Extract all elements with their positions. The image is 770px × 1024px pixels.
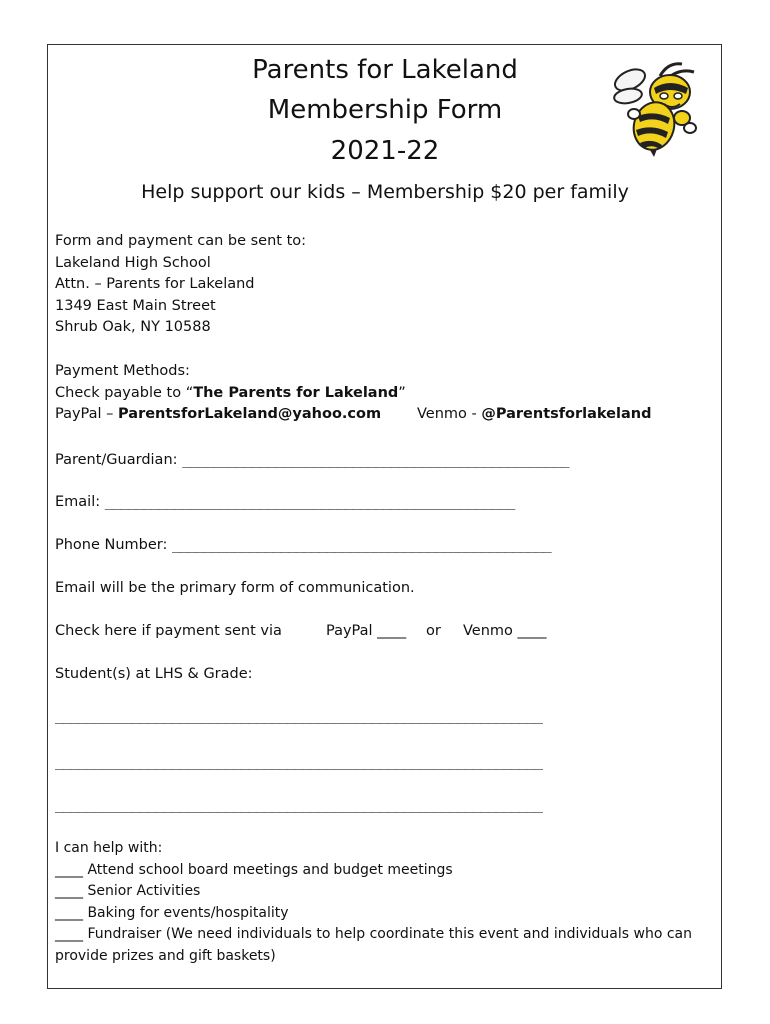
email-blank[interactable]: _____________________________________________________: [104, 494, 515, 510]
or-text: or: [426, 623, 441, 639]
mailing-street: 1349 East Main Street: [55, 297, 216, 314]
check-suffix: ”: [398, 384, 406, 401]
payment-heading: Payment Methods:: [55, 363, 190, 379]
venmo-sent-option[interactable]: Venmo ____: [463, 623, 547, 639]
mailing-city: Shrub Oak, NY 10588: [55, 319, 211, 335]
form-title-year: 2021-22: [330, 136, 440, 166]
volunteer-heading: I can help with:: [55, 840, 163, 856]
paypal-prefix: PayPal –: [55, 406, 119, 422]
check-prefix: Check payable to “: [55, 384, 194, 401]
form-title-org: Parents for Lakeland: [252, 55, 518, 85]
form-title-name: Membership Form: [267, 95, 503, 125]
volunteer-item-baking[interactable]: ____ Baking for events/hospitality: [55, 904, 289, 921]
venmo-prefix: Venmo -: [417, 406, 482, 422]
volunteer-item-fundraiser[interactable]: ____ Fundraiser (We need individuals to help coordinate this event and individuals who can: [55, 926, 692, 942]
student-line-1[interactable]: _______________________________________________________________: [55, 708, 542, 724]
email-field[interactable]: [55, 492, 514, 514]
phone-label: Phone Number:: [55, 537, 168, 553]
paypal-sent-option[interactable]: PayPal ____: [326, 623, 407, 639]
volunteer-item-senior-activities[interactable]: ____ Senior Activities: [55, 883, 201, 899]
paypal-line: [55, 404, 406, 426]
student-line-2[interactable]: _______________________________________________________________: [55, 754, 542, 770]
payment-methods-block: [55, 361, 406, 426]
email-label: Email:: [55, 494, 101, 510]
volunteer-item-board-meetings[interactable]: ____ Attend school board meetings and budget meetings: [55, 861, 453, 878]
parent-guardian-label: Parent/Guardian:: [55, 452, 178, 468]
mailing-attn: Attn. – Parents for Lakeland: [55, 276, 255, 292]
check-payable-line: [55, 383, 406, 405]
yellow-jacket-mascot-icon: [610, 58, 702, 158]
payment-sent-label: Check here if payment sent via: [55, 623, 282, 639]
phone-field[interactable]: [55, 535, 551, 557]
paypal-address: ParentsforLakeland@yahoo.com: [118, 406, 382, 422]
membership-subtitle: Help support our kids – Membership $20 per family: [141, 181, 629, 203]
venmo-line: [417, 404, 651, 426]
mailing-intro: Form and payment can be sent to:: [55, 233, 307, 249]
mailing-school: Lakeland High School: [55, 254, 211, 271]
parent-guardian-field[interactable]: [55, 450, 569, 472]
student-line-3[interactable]: _______________________________________________________________: [55, 797, 542, 813]
check-payee: The Parents for Lakeland: [193, 384, 399, 401]
volunteer-item-fundraiser-cont: provide prizes and gift baskets): [55, 947, 276, 964]
volunteer-block: [55, 838, 692, 967]
venmo-handle: @Parentsforlakeland: [481, 406, 652, 422]
phone-blank[interactable]: _________________________________________________: [172, 537, 551, 553]
primary-communication-note: Email will be the primary form of communication.: [55, 580, 415, 596]
mailing-address-block: [55, 231, 306, 339]
students-label: Student(s) at LHS & Grade:: [55, 666, 253, 682]
parent-guardian-blank[interactable]: __________________________________________________: [182, 452, 569, 468]
